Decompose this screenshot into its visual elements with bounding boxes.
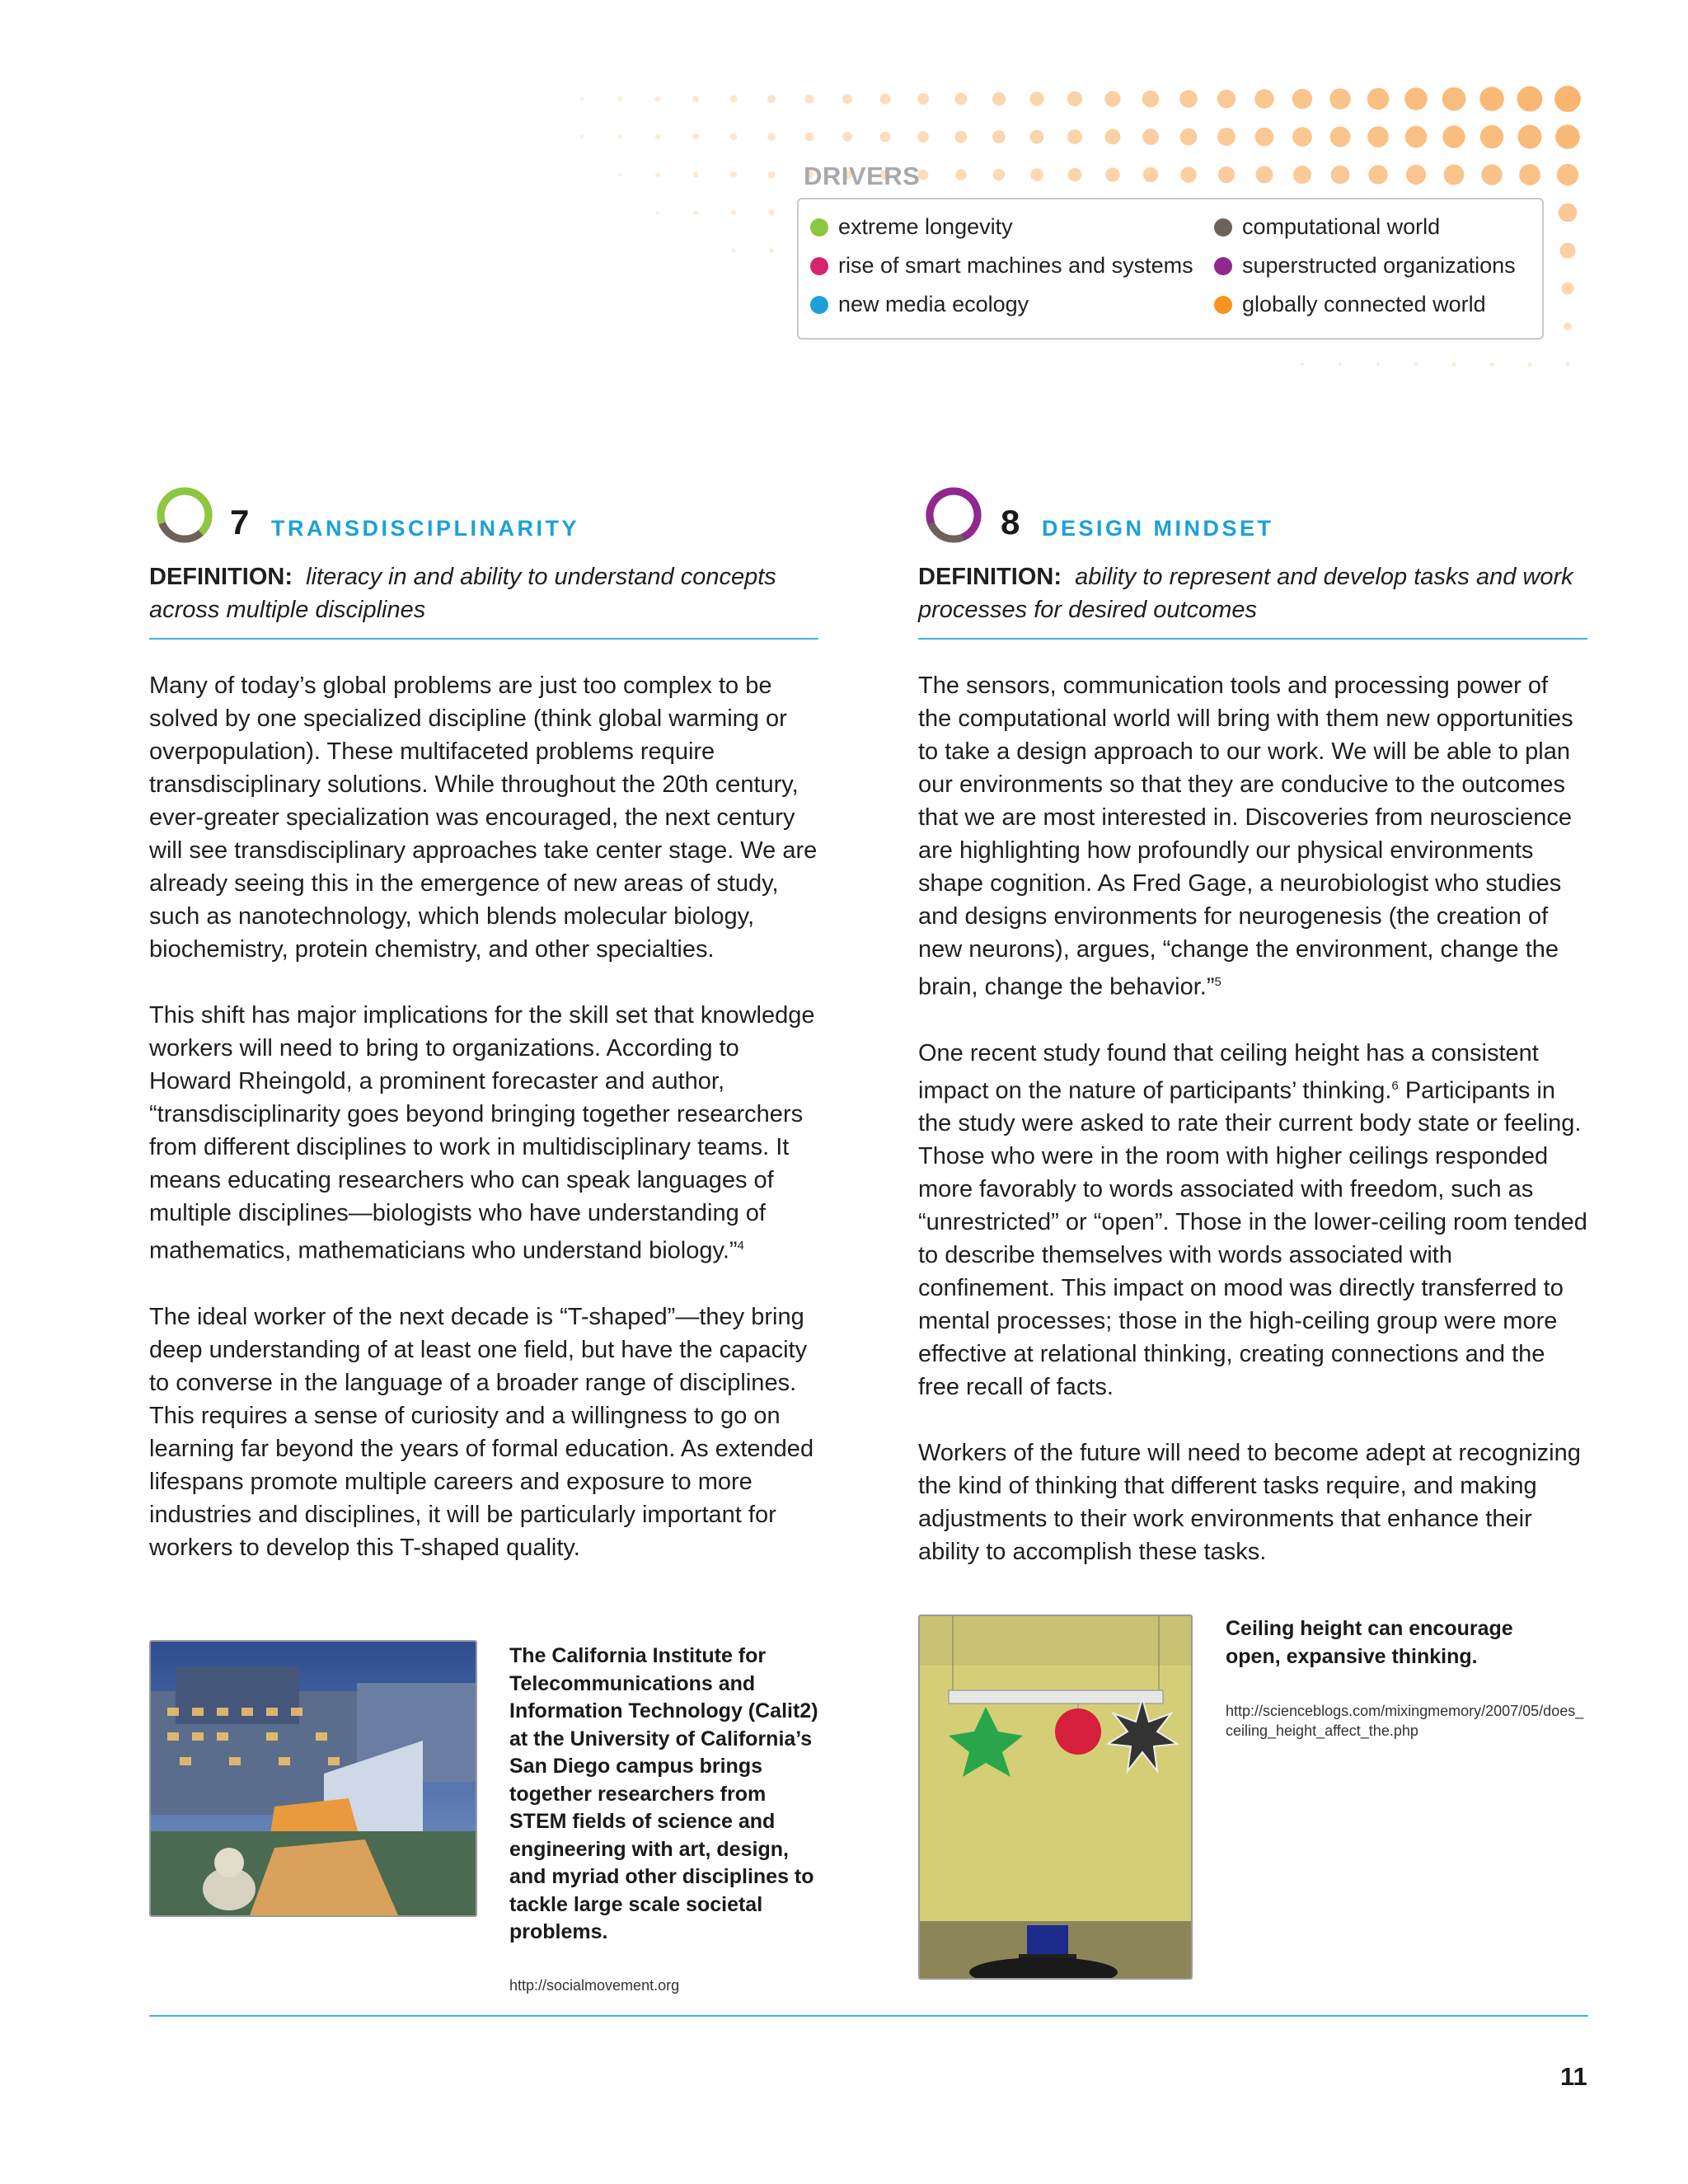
decorative-dot [1367,126,1389,148]
driver-computational-world: computational world [1214,213,1440,241]
decorative-dot [692,96,699,102]
decorative-dot [1030,130,1044,144]
decorative-dot [692,134,699,140]
body-paragraph: The sensors, communication tools and processing power of the computational world will bring with them new opportunities to take a design approach to our work. We will be able to plan our environments so that they are conducive to the outcomes that we are most interested in. Discoveries from neuroscience are highlighting how profoundly our physical environments shape cognition. As Fred Gage, a neurobiologist who studies and designs environments for neurogenesis (the creation of new neurons), argues, “change the environment, change the brain, change the behavior.”$^5$ [918,673,1573,1001]
decorative-dot [1329,88,1351,110]
decorative-dot [1554,86,1581,112]
blue-dot-icon [810,296,828,314]
gray-dot-icon [1214,218,1232,237]
purple-dot-icon [1214,257,1232,275]
driver-new-media-ecology: new media ecology [810,290,1029,318]
decorative-dot [1029,91,1043,105]
decorative-dot [1517,87,1543,112]
decorative-dot [1292,89,1312,109]
decorative-dot [805,95,814,104]
green-ring-icon [154,485,215,546]
skill-title: DESIGN MINDSET [1042,516,1274,541]
decorative-dot [1560,243,1576,259]
driver-globally-connected-world: globally connected world [1214,290,1486,318]
decorative-dot [617,96,622,101]
decorative-dot [1452,363,1456,367]
decorative-dot [955,93,968,105]
footnote-ref: 6 [1391,1078,1399,1093]
decorative-dot [1142,129,1159,145]
driver-smart-machines: rise of smart machines and systems [810,251,1193,279]
decorative-dot [656,211,660,215]
decorative-dot [1301,363,1304,366]
ceiling-caption: Ceiling height can encourage open, expansive thinking. [1226,1617,1513,1668]
decorative-dot [617,134,621,138]
decorative-dot [1414,363,1418,367]
decorative-dot [1180,129,1198,146]
magenta-dot-icon [810,257,828,275]
body-paragraph: Workers of the future will need to become adept at recognizing the kind of thinking that different tasks require, and making adjustments to their work environments that enhance their ability to accomplish these tasks. [918,1440,1581,1566]
decorative-dot [693,172,699,178]
skill-definition: DEFINITION: ability to represent and develop tasks and work processes for desired outcomes [918,560,1587,640]
decorative-dot [1292,127,1312,147]
decorative-dot [1030,168,1043,181]
decorative-dot [1404,87,1428,110]
decorative-dot [1293,166,1311,184]
decorative-dot [1518,125,1542,149]
decorative-dot [1376,363,1380,366]
skill-transdisciplinarity [149,485,818,1564]
decorative-dot [1557,164,1578,185]
decorative-dot [693,210,698,215]
decorative-dot [917,93,929,105]
decorative-dot [992,130,1006,143]
decorative-dot [917,131,929,143]
decorative-dot [1442,87,1466,111]
decorative-dot [1566,363,1570,367]
decorative-dot [730,171,737,178]
decorative-dot [1480,125,1503,148]
decorative-dot [1218,166,1235,183]
skill-number: 8 [1001,503,1020,541]
decorative-dot [1442,125,1465,148]
decorative-dot [1479,87,1504,111]
decorative-dot [1331,166,1350,185]
decorative-dot [767,95,776,103]
decorative-dot [1564,322,1572,330]
decorative-dot [1179,90,1197,107]
decorative-dot [769,248,774,253]
decorative-dot [768,209,774,215]
decorative-dot [1406,165,1426,185]
decorative-dot [618,173,622,177]
body-paragraph: One recent study found that ceiling height has a consistent impact on the nature of participants’ thinking.$^6$ Participants in the study were asked to rate their current body state or feeling. Those who were in the room with higher ceilings responded more favorably to words associated with freedom, such as “unrestricted” or “open”. Those in the lower-ceiling room tended to describe themselves with words associated with confinement. This impact on mood was directly transferred to mental processes; those in the high-ceiling group were more effective at relational thinking, creating connections and the free recall of facts. [918,1039,1587,1401]
calit2-building-photo [149,1640,477,1917]
body-paragraph: This shift has major implications for the skill set that knowledge workers will need to bring to organizations. According to Howard Rheingold, a prominent forecaster and author, “transdisciplinarity goes beyond bringing together researchers from different disciplines to work in multidisciplinary teams. It means educating researchers who can speak languages of multiple disciplines—biologists who have understanding of mathematics, mathematicians who understand biology.”$^4$ [149,1002,815,1264]
decorative-dot [1490,363,1494,367]
footnote-ref: 5 [1214,975,1221,989]
decorative-dot [1105,129,1121,145]
purple-ring-icon [923,485,984,546]
decorative-dot [805,133,814,142]
decorative-dot [1067,129,1082,144]
calit2-caption: The California Institute for Telecommunications and Information Technology (Calit2) at the University of California’s San Diego campus brings together researchers from STEM fields of science and engineering with art, design, and myriad other disciplines to tackle large scale societal problems. [509,1644,818,1943]
decorative-dot [1068,168,1082,182]
decorative-dot [880,94,891,105]
decorative-dot [1104,91,1120,106]
decorative-dot [992,92,1006,105]
decorative-dot [1143,167,1158,182]
skill-definition: DEFINITION: literacy in and ability to understand concepts across multiple disciplines [149,560,818,640]
skill-design-mindset [918,485,1587,1568]
decorative-dot [1180,166,1196,182]
ceiling-room-photo [918,1615,1193,1980]
decorative-dot [1256,166,1273,184]
decorative-dot [842,132,852,142]
decorative-dot [655,134,661,140]
decorative-dot [1444,165,1465,185]
decorative-dot [1105,167,1119,181]
decorative-dot [732,249,736,253]
driver-extreme-longevity: extreme longevity [810,213,1013,241]
decorative-dot [1217,90,1236,108]
body-paragraph: Many of today’s global problems are just too complex to be solved by one specialized discipline (think global warming or overpopulation). These multifaceted problems require transdisciplinary solutions. While throughout the 20th century, ever-greater specialization was encouraged, the next century will see transdisciplinary approaches take center stage. We are already seeing this in the emergence of new areas of study, such as nanotechnology, which blends molecular biology, biochemistry, protein chemistry, and other specialties. [149,673,818,963]
driver-superstructed-organizations: superstructed organizations [1214,251,1516,279]
decorative-dot [1561,282,1573,294]
decorative-dot [993,169,1006,181]
decorative-dot [1339,363,1342,366]
decorative-dot [1142,91,1159,107]
decorative-dot [1555,124,1580,149]
green-dot-icon [810,218,828,237]
decorative-dot [731,210,736,215]
decorative-dot [1528,363,1532,367]
decorative-dot [880,132,891,143]
decorative-dot [1367,88,1390,110]
decorative-dot [1255,128,1274,147]
body-paragraph: The ideal worker of the next decade is “T-shaped”—they bring deep understanding of at least one field, but have the capacity to converse in the language of a broader range of disciplines. This requires a sense of curiosity and a willingness to go on learning far beyond the years of formal education. As extended lifespans promote multiple careers and exposure to more industries and disciplines, it will be particularly important for workers to develop this T-shaped quality. [149,1303,814,1561]
drivers-legend [797,198,1544,340]
footer-divider [149,2015,1588,2017]
decorative-dot [1519,164,1540,185]
decorative-dot [955,169,967,180]
drivers-heading: DRIVERS [804,162,921,190]
decorative-dot [842,94,852,104]
decorative-dot [1330,127,1351,148]
decorative-dot [730,96,738,103]
skill-title: TRANSDISCIPLINARITY [271,516,580,541]
decorative-dot [1481,164,1502,185]
decorative-dot [730,134,738,141]
decorative-dot [768,171,776,179]
decorative-dot [655,172,660,177]
footnote-ref: 4 [737,1239,744,1253]
decorative-dot [1067,91,1082,106]
decorative-dot [1217,128,1236,146]
skill-number: 7 [230,503,250,541]
decorative-dot [955,131,968,143]
decorative-dot [767,133,776,141]
orange-dot-icon [1214,296,1232,314]
decorative-dot [1405,126,1428,148]
decorative-dot [1559,204,1578,223]
calit2-credit: http://socialmovement.org [509,1977,680,1994]
ceiling-credit: http://scienceblogs.com/mixingmemory/2007/05/does_ceiling_height_affect_the.php [1226,1703,1584,1739]
decorative-dot [580,97,584,101]
decorative-dot [580,135,584,138]
decorative-dot [655,96,661,102]
decorative-dot [1254,89,1273,108]
page-number: 11 [1560,2062,1587,2091]
decorative-dot [1368,165,1387,184]
